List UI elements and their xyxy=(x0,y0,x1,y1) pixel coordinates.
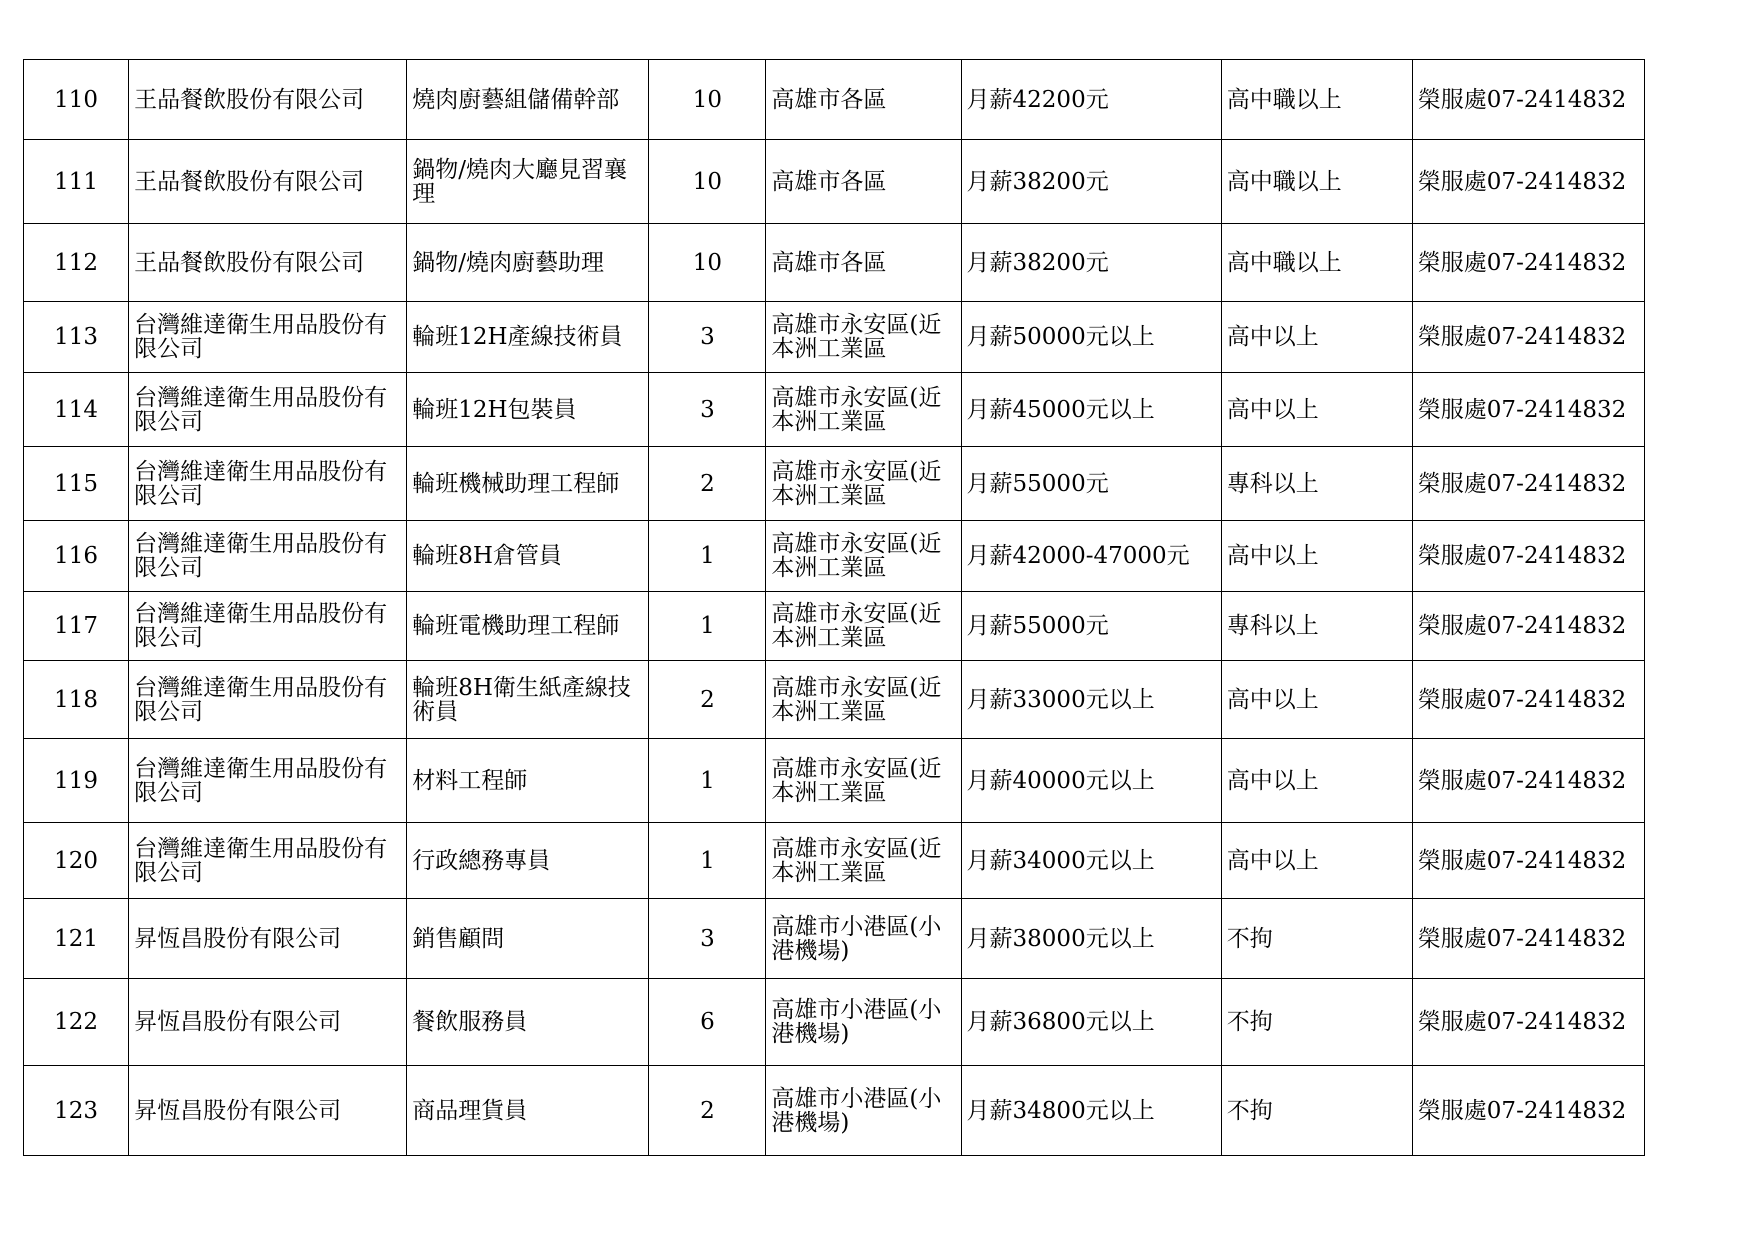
table-row xyxy=(24,739,1645,823)
company-name: 台灣維達衛生用品股份有限公司 xyxy=(129,302,407,373)
contact-info: 榮服處07-2414832 xyxy=(1412,661,1644,739)
row-number: 120 xyxy=(24,823,129,899)
table-row xyxy=(24,661,1645,739)
company-name: 台灣維達衛生用品股份有限公司 xyxy=(129,592,407,661)
row-number: 117 xyxy=(24,592,129,661)
row-number: 110 xyxy=(24,60,129,140)
education-requirement: 高中以上 xyxy=(1221,823,1412,899)
salary: 月薪40000元以上 xyxy=(961,739,1221,823)
contact-info: 榮服處07-2414832 xyxy=(1412,1066,1644,1156)
job-title: 輪班12H產線技術員 xyxy=(407,302,649,373)
education-requirement: 專科以上 xyxy=(1221,592,1412,661)
contact-info: 榮服處07-2414832 xyxy=(1412,739,1644,823)
work-location: 高雄市永安區(近本洲工業區 xyxy=(766,592,961,661)
row-number: 115 xyxy=(24,447,129,521)
contact-info: 榮服處07-2414832 xyxy=(1412,899,1644,979)
work-location: 高雄市永安區(近本洲工業區 xyxy=(766,302,961,373)
headcount: 6 xyxy=(649,979,766,1066)
table-row xyxy=(24,521,1645,592)
row-number: 121 xyxy=(24,899,129,979)
education-requirement: 高中以上 xyxy=(1221,302,1412,373)
job-title: 輪班12H包裝員 xyxy=(407,373,649,447)
work-location: 高雄市小港區(小港機場) xyxy=(766,899,961,979)
salary: 月薪38000元以上 xyxy=(961,899,1221,979)
table-row xyxy=(24,592,1645,661)
table-row xyxy=(24,140,1645,224)
salary: 月薪55000元 xyxy=(961,592,1221,661)
work-location: 高雄市永安區(近本洲工業區 xyxy=(766,373,961,447)
table-row xyxy=(24,60,1645,140)
work-location: 高雄市各區 xyxy=(766,60,961,140)
work-location: 高雄市永安區(近本洲工業區 xyxy=(766,521,961,592)
headcount: 2 xyxy=(649,661,766,739)
contact-info: 榮服處07-2414832 xyxy=(1412,60,1644,140)
contact-info: 榮服處07-2414832 xyxy=(1412,302,1644,373)
company-name: 昇恆昌股份有限公司 xyxy=(129,899,407,979)
headcount: 1 xyxy=(649,521,766,592)
company-name: 王品餐飲股份有限公司 xyxy=(129,224,407,302)
company-name: 台灣維達衛生用品股份有限公司 xyxy=(129,373,407,447)
row-number: 111 xyxy=(24,140,129,224)
education-requirement: 不拘 xyxy=(1221,899,1412,979)
contact-info: 榮服處07-2414832 xyxy=(1412,521,1644,592)
salary: 月薪34000元以上 xyxy=(961,823,1221,899)
contact-info: 榮服處07-2414832 xyxy=(1412,373,1644,447)
job-title: 商品理貨員 xyxy=(407,1066,649,1156)
job-title: 燒肉廚藝組儲備幹部 xyxy=(407,60,649,140)
education-requirement: 不拘 xyxy=(1221,1066,1412,1156)
work-location: 高雄市各區 xyxy=(766,224,961,302)
contact-info: 榮服處07-2414832 xyxy=(1412,979,1644,1066)
work-location: 高雄市各區 xyxy=(766,140,961,224)
job-title: 行政總務專員 xyxy=(407,823,649,899)
headcount: 3 xyxy=(649,302,766,373)
salary: 月薪36800元以上 xyxy=(961,979,1221,1066)
row-number: 116 xyxy=(24,521,129,592)
table-row xyxy=(24,1066,1645,1156)
table-row xyxy=(24,899,1645,979)
row-number: 119 xyxy=(24,739,129,823)
headcount: 1 xyxy=(649,592,766,661)
salary: 月薪38200元 xyxy=(961,140,1221,224)
headcount: 1 xyxy=(649,739,766,823)
education-requirement: 專科以上 xyxy=(1221,447,1412,521)
contact-info: 榮服處07-2414832 xyxy=(1412,592,1644,661)
company-name: 台灣維達衛生用品股份有限公司 xyxy=(129,661,407,739)
row-number: 112 xyxy=(24,224,129,302)
education-requirement: 高中職以上 xyxy=(1221,140,1412,224)
company-name: 台灣維達衛生用品股份有限公司 xyxy=(129,447,407,521)
company-name: 台灣維達衛生用品股份有限公司 xyxy=(129,521,407,592)
salary: 月薪34800元以上 xyxy=(961,1066,1221,1156)
salary: 月薪42200元 xyxy=(961,60,1221,140)
salary: 月薪42000-47000元 xyxy=(961,521,1221,592)
contact-info: 榮服處07-2414832 xyxy=(1412,140,1644,224)
work-location: 高雄市永安區(近本洲工業區 xyxy=(766,447,961,521)
education-requirement: 高中職以上 xyxy=(1221,60,1412,140)
contact-info: 榮服處07-2414832 xyxy=(1412,823,1644,899)
row-number: 118 xyxy=(24,661,129,739)
table-row xyxy=(24,823,1645,899)
salary: 月薪38200元 xyxy=(961,224,1221,302)
headcount: 3 xyxy=(649,899,766,979)
headcount: 10 xyxy=(649,60,766,140)
headcount: 3 xyxy=(649,373,766,447)
job-title: 材料工程師 xyxy=(407,739,649,823)
contact-info: 榮服處07-2414832 xyxy=(1412,447,1644,521)
job-title: 鍋物/燒肉大廳見習襄理 xyxy=(407,140,649,224)
headcount: 10 xyxy=(649,140,766,224)
work-location: 高雄市小港區(小港機場) xyxy=(766,1066,961,1156)
job-title: 輪班電機助理工程師 xyxy=(407,592,649,661)
salary: 月薪45000元以上 xyxy=(961,373,1221,447)
job-title: 輪班8H倉管員 xyxy=(407,521,649,592)
headcount: 2 xyxy=(649,1066,766,1156)
salary: 月薪55000元 xyxy=(961,447,1221,521)
job-title: 鍋物/燒肉廚藝助理 xyxy=(407,224,649,302)
company-name: 台灣維達衛生用品股份有限公司 xyxy=(129,739,407,823)
work-location: 高雄市永安區(近本洲工業區 xyxy=(766,661,961,739)
company-name: 昇恆昌股份有限公司 xyxy=(129,1066,407,1156)
table-row xyxy=(24,224,1645,302)
row-number: 113 xyxy=(24,302,129,373)
work-location: 高雄市永安區(近本洲工業區 xyxy=(766,739,961,823)
row-number: 114 xyxy=(24,373,129,447)
salary: 月薪33000元以上 xyxy=(961,661,1221,739)
job-listing-table xyxy=(23,59,1645,1156)
table-row xyxy=(24,979,1645,1066)
company-name: 台灣維達衛生用品股份有限公司 xyxy=(129,823,407,899)
company-name: 昇恆昌股份有限公司 xyxy=(129,979,407,1066)
education-requirement: 高中以上 xyxy=(1221,373,1412,447)
education-requirement: 高中以上 xyxy=(1221,521,1412,592)
job-title: 銷售顧問 xyxy=(407,899,649,979)
company-name: 王品餐飲股份有限公司 xyxy=(129,140,407,224)
work-location: 高雄市小港區(小港機場) xyxy=(766,979,961,1066)
company-name: 王品餐飲股份有限公司 xyxy=(129,60,407,140)
education-requirement: 不拘 xyxy=(1221,979,1412,1066)
table-row xyxy=(24,302,1645,373)
job-title: 輪班機械助理工程師 xyxy=(407,447,649,521)
table-row xyxy=(24,373,1645,447)
headcount: 2 xyxy=(649,447,766,521)
salary: 月薪50000元以上 xyxy=(961,302,1221,373)
job-title: 輪班8H衛生紙產線技術員 xyxy=(407,661,649,739)
education-requirement: 高中以上 xyxy=(1221,739,1412,823)
table-body xyxy=(24,60,1645,1156)
job-title: 餐飲服務員 xyxy=(407,979,649,1066)
education-requirement: 高中以上 xyxy=(1221,661,1412,739)
work-location: 高雄市永安區(近本洲工業區 xyxy=(766,823,961,899)
headcount: 10 xyxy=(649,224,766,302)
education-requirement: 高中職以上 xyxy=(1221,224,1412,302)
row-number: 122 xyxy=(24,979,129,1066)
row-number: 123 xyxy=(24,1066,129,1156)
headcount: 1 xyxy=(649,823,766,899)
contact-info: 榮服處07-2414832 xyxy=(1412,224,1644,302)
table-row xyxy=(24,447,1645,521)
